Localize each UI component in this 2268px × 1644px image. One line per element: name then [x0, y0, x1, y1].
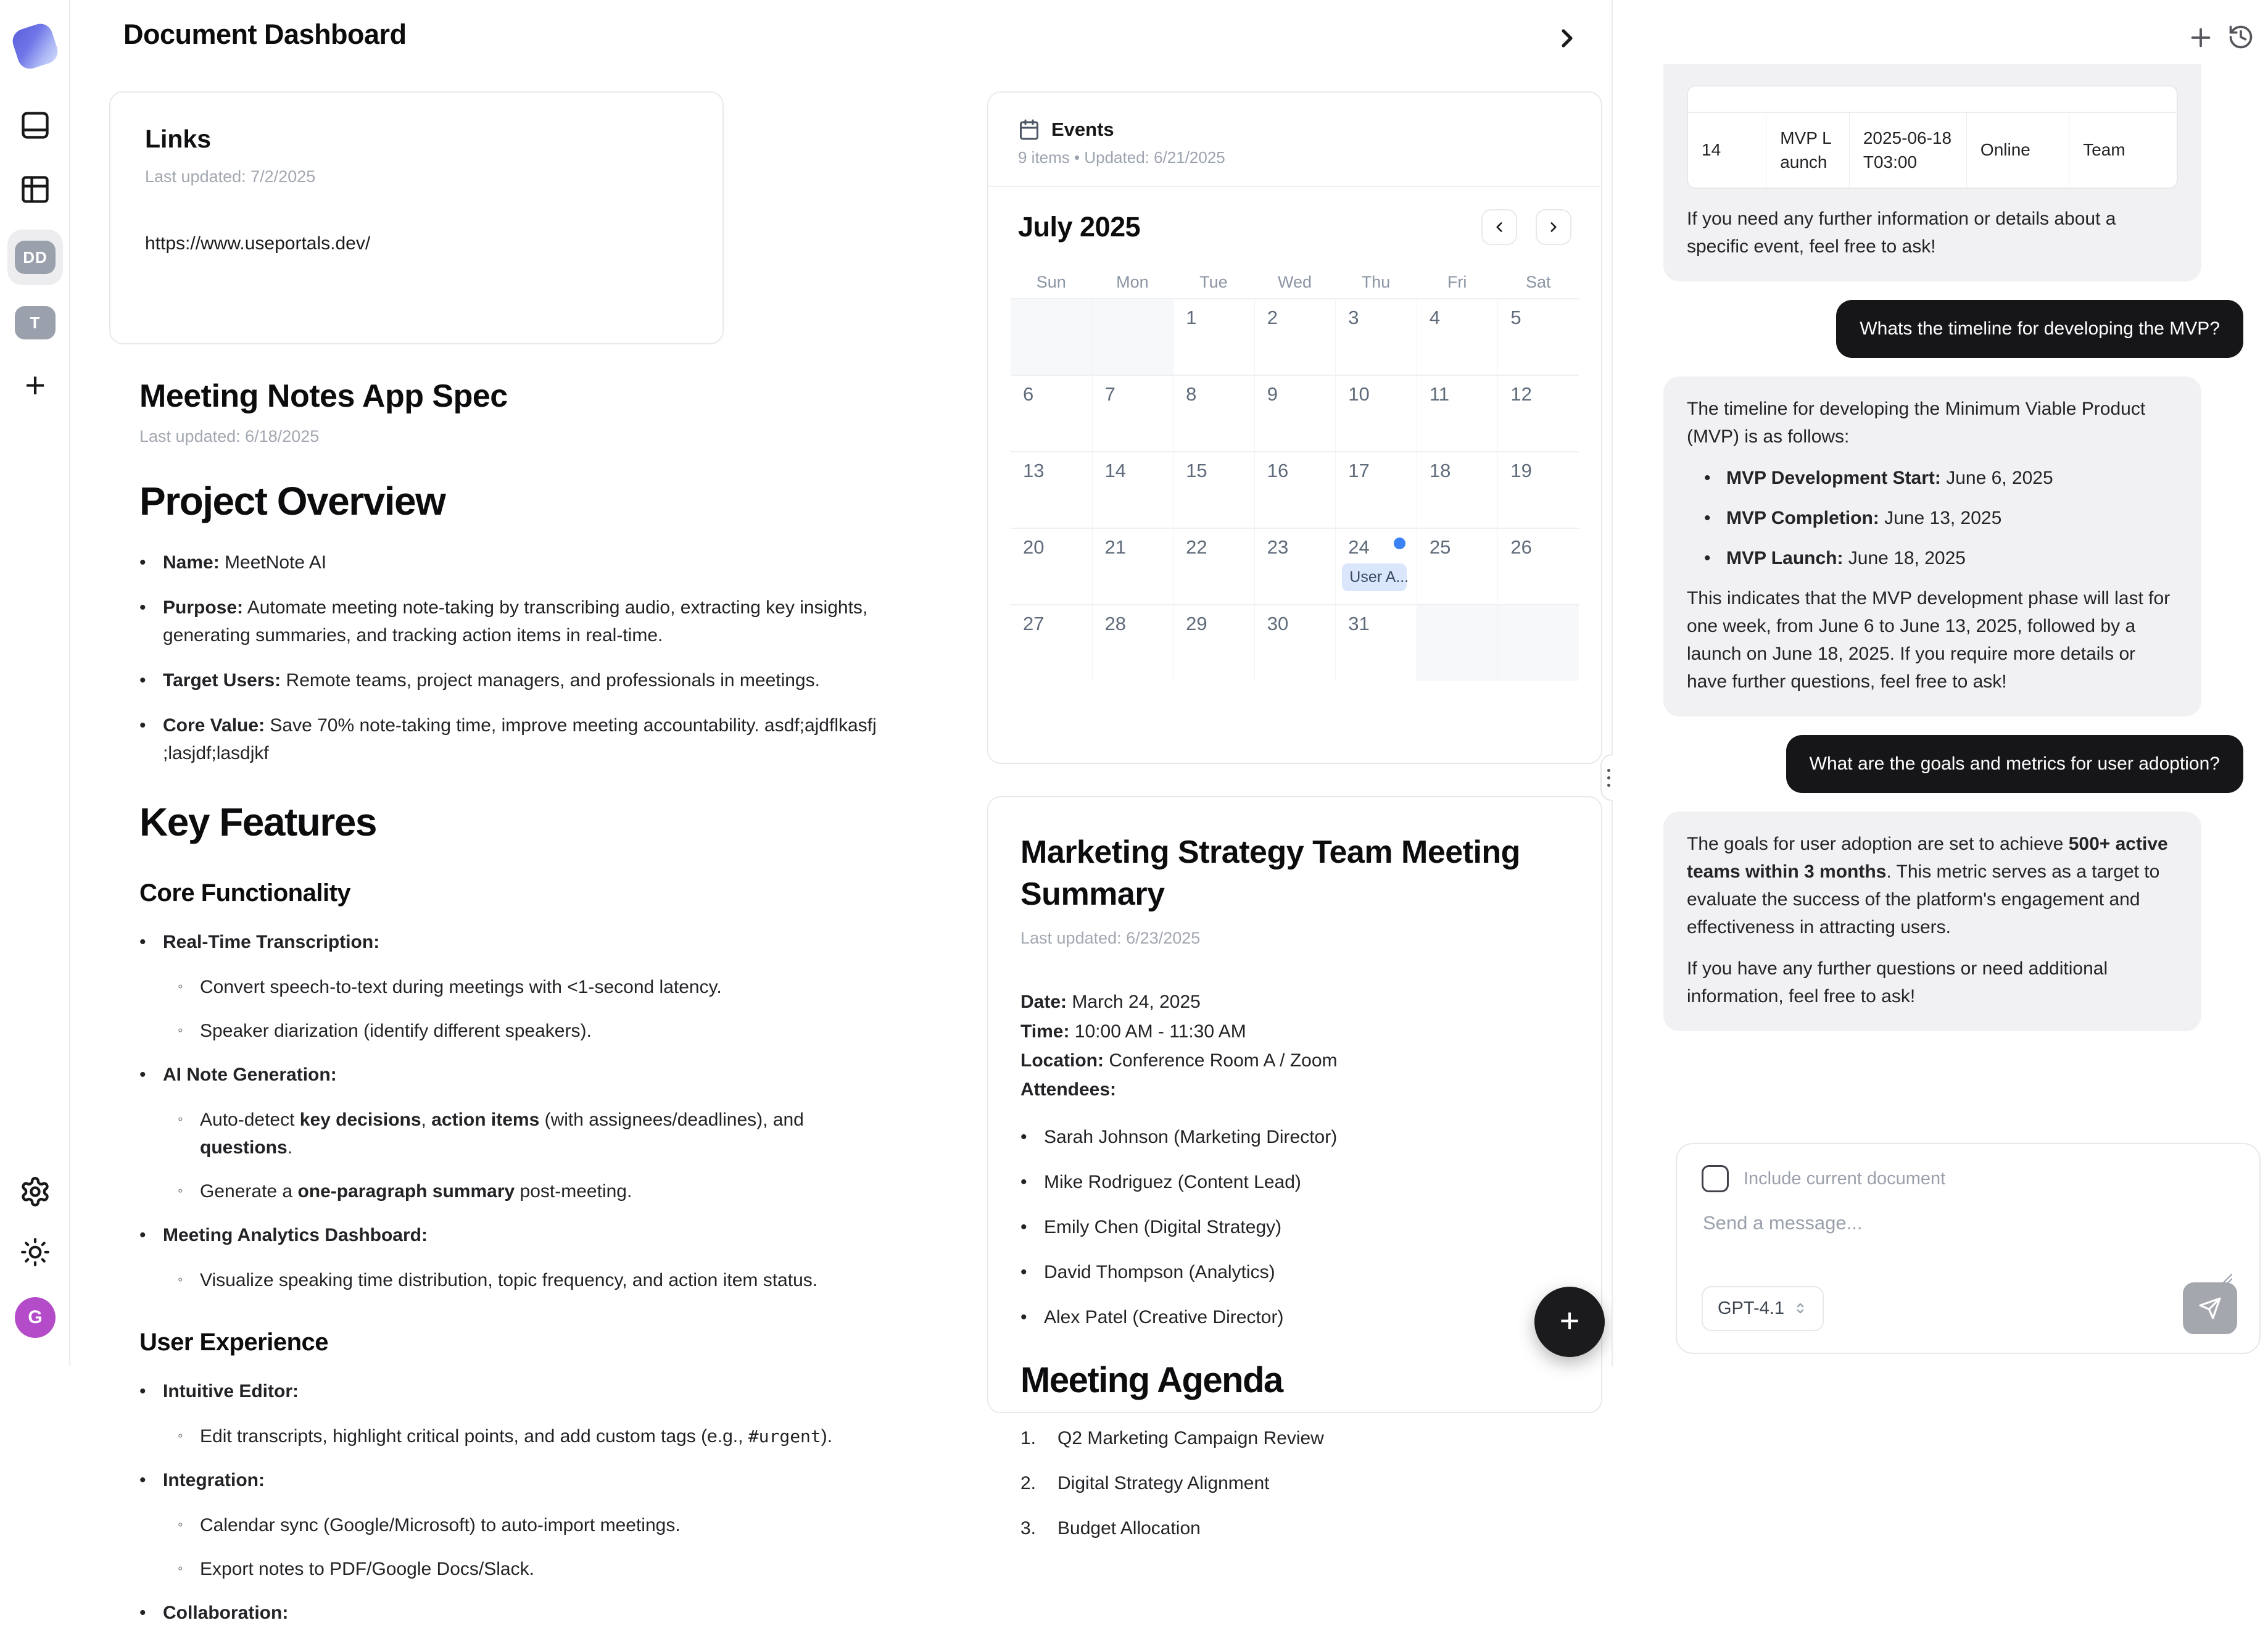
plus-icon: + — [25, 365, 46, 405]
calendar-weekday-header — [1011, 266, 1579, 298]
ux-feature-list — [139, 1377, 897, 1627]
calendar-grid — [1011, 298, 1579, 681]
calendar-day-number: 16 — [1267, 460, 1289, 481]
doc-subbullet-text: Generate a one-paragraph summary post-meeting. — [200, 1181, 632, 1202]
chat-user-message: What are the goals and metrics for user adoption? — [1786, 735, 2243, 793]
chat-bullet-text: MVP Completion: June 13, 2025 — [1726, 508, 2002, 529]
model-select-value: GPT-4.1 — [1718, 1298, 1784, 1318]
doc-bullet — [139, 549, 897, 576]
calendar-day-cell[interactable] — [1092, 375, 1173, 451]
calendar-day-number: 24 — [1348, 536, 1370, 558]
agenda-number: 1. — [1020, 1427, 1037, 1448]
meeting-meta — [1020, 987, 1569, 1105]
doc-subbullet-text: Speaker diarization (identify different speakers). — [200, 1021, 592, 1041]
calendar-day-cell[interactable] — [1092, 604, 1173, 681]
doc-subbullet-text: Edit transcripts, highlight critical points, and add custom tags (e.g., #urgent). — [200, 1426, 833, 1447]
doc-bullet-text: Purpose: Automate meeting note-taking by transcribing audio, extracting key insights, generating summaries, and tracking action items in real-time. — [163, 597, 868, 646]
chat-paragraph: This indicates that the MVP development phase will last for one week, from June 6 to June 13, 2025, followed by a launch on June 18, 2025. If you require more details or have further questions, feel free to ask! — [1687, 588, 2171, 692]
include-document-label: Include current document — [1744, 1168, 1946, 1189]
calendar-day-cell[interactable] — [1011, 604, 1092, 681]
doc-heading-ux: User Experience — [139, 1329, 329, 1356]
chat-panel — [1613, 0, 2268, 1366]
doc-heading-core: Core Functionality — [139, 879, 351, 907]
calendar-day-cell[interactable] — [1417, 451, 1498, 528]
hollow-bullet-dot: ◦ — [178, 1560, 183, 1577]
events-table-cell: Team — [2069, 112, 2177, 188]
next-month-button[interactable] — [1536, 209, 1571, 245]
calendar-day-cell[interactable] — [1254, 451, 1336, 528]
calendar-day-number: 6 — [1023, 383, 1034, 405]
core-feature-list — [139, 928, 897, 1294]
bullet-dot: • — [1020, 1216, 1027, 1237]
calendar-day-number: 31 — [1348, 613, 1370, 634]
calendar-weekday-label: Mon — [1116, 272, 1149, 291]
events-card-meta: 9 items • Updated: 6/21/2025 — [1018, 148, 1225, 167]
calendar-day-cell[interactable] — [1254, 604, 1336, 681]
events-card-title: Events — [1051, 118, 1114, 140]
doc-feature-text: Integration: — [163, 1470, 265, 1490]
chat-assistant-message — [1663, 376, 2201, 716]
doc-feature-text: Intuitive Editor: — [163, 1381, 299, 1401]
doc-subbullet — [178, 1017, 897, 1045]
calendar-icon — [1018, 118, 1040, 141]
calendar-day-cell — [1011, 298, 1092, 375]
bullet-dot: • — [139, 670, 146, 691]
bullet-dot: • — [139, 1065, 146, 1085]
chat-paragraph: The timeline for developing the Minimum Viable Product (MVP) is as follows: — [1687, 399, 2146, 447]
calendar-day-cell[interactable] — [1335, 375, 1417, 451]
sidebar-workspace-t[interactable] — [7, 295, 63, 351]
user-menu-button[interactable] — [7, 1290, 63, 1345]
calendar-day-number: 4 — [1429, 307, 1441, 328]
chat-bullet-text: MVP Launch: June 18, 2025 — [1726, 548, 1966, 569]
chat-composer — [1676, 1143, 2261, 1354]
doc-subbullet — [178, 1266, 897, 1294]
chevron-right-icon — [1546, 219, 1562, 235]
agenda-item-text: Budget Allocation — [1057, 1517, 1201, 1538]
doc-subbullet-text: Export notes to PDF/Google Docs/Slack. — [200, 1559, 534, 1579]
bullet-dot: • — [1704, 508, 1711, 529]
calendar-day-number: 30 — [1267, 613, 1289, 634]
doc-heading-features: Key Features — [139, 800, 376, 844]
calendar-day-number: 29 — [1186, 613, 1207, 634]
attendee-item — [1020, 1213, 1569, 1241]
calendar-day-number: 11 — [1429, 383, 1450, 405]
add-document-fab[interactable] — [1534, 1287, 1605, 1357]
doc-feature-text: Collaboration: — [163, 1603, 289, 1623]
doc-bullet-text: Name: MeetNote AI — [163, 552, 327, 573]
calendar-day-number: 7 — [1104, 383, 1115, 405]
calendar-weekday-label: Wed — [1277, 272, 1312, 291]
attendee-list — [1020, 1123, 1569, 1331]
hollow-bullet-dot: ◦ — [178, 1022, 183, 1039]
chat-paragraph: The goals for user adoption are set to achieve 500+ active teams within 3 months. This metric serves as a target to evaluate the success of the platform's engagement and effectiveness in attracting users. — [1687, 834, 2168, 938]
events-table — [1688, 86, 2177, 188]
hollow-bullet-dot: ◦ — [178, 1182, 183, 1199]
sidebar-item-documents[interactable] — [7, 98, 63, 153]
bullet-dot: • — [139, 1470, 146, 1490]
chevron-right-icon — [1552, 23, 1582, 53]
document-updated: Last updated: 6/18/2025 — [139, 427, 320, 446]
doc-bullet-text: Target Users: Remote teams, project managers, and professionals in meetings. — [163, 670, 820, 691]
doc-subbullet-text: Auto-detect key decisions, action items (with assignees/deadlines), and questions. — [200, 1110, 804, 1158]
calendar-day-cell[interactable] — [1497, 528, 1579, 604]
calendar-day-cell[interactable] — [1497, 298, 1579, 375]
calendar-day-number: 12 — [1510, 383, 1532, 405]
calendar-day-number: 8 — [1186, 383, 1197, 405]
attendee-item-text: Mike Rodriguez (Content Lead) — [1044, 1171, 1301, 1192]
events-table-cell: Online — [1966, 112, 2069, 188]
doc-feature — [139, 1377, 897, 1405]
bullet-dot: • — [139, 552, 146, 573]
chat-bullet — [1704, 504, 2178, 532]
calendar-day-number: 27 — [1023, 613, 1045, 634]
include-document-checkbox[interactable] — [1702, 1165, 1729, 1192]
calendar-day-cell[interactable] — [1011, 451, 1092, 528]
hollow-bullet-dot: ◦ — [178, 1111, 183, 1127]
calendar-weekday-label: Fri — [1447, 272, 1467, 291]
doc-feature — [139, 1466, 897, 1494]
calendar-day-number: 25 — [1429, 536, 1451, 558]
calendar-day-cell[interactable] — [1335, 528, 1417, 604]
bullet-dot: • — [1704, 548, 1711, 569]
bullet-dot: • — [1020, 1171, 1027, 1192]
avatar: G — [15, 1297, 56, 1338]
attendee-item — [1020, 1123, 1569, 1151]
sidebar-workspace-dd[interactable] — [7, 230, 63, 285]
meeting-meta-line: Date: March 24, 2025 — [1020, 992, 1201, 1013]
events-table-cell: 2025-06-18T03:00 — [1849, 112, 1966, 188]
calendar-day-cell[interactable] — [1497, 375, 1579, 451]
events-table-card — [1687, 85, 2178, 189]
chat-history-button[interactable] — [2227, 23, 2254, 51]
chat-toolbar — [1613, 0, 2268, 64]
doc-subbullet — [178, 1555, 897, 1583]
sidebar-item-dashboards[interactable] — [7, 162, 63, 217]
bullet-dot: • — [1020, 1126, 1027, 1147]
chat-bullet-text: MVP Development Start: June 6, 2025 — [1726, 468, 2053, 489]
calendar-day-number: 13 — [1023, 460, 1045, 481]
attendee-item-text: Sarah Johnson (Marketing Director) — [1044, 1126, 1338, 1147]
attendee-item — [1020, 1258, 1569, 1286]
hollow-bullet-dot: ◦ — [178, 978, 183, 995]
bullet-dot: • — [1704, 468, 1711, 489]
links-card — [109, 91, 724, 344]
calendar-day-cell[interactable] — [1335, 298, 1417, 375]
calendar-day-cell[interactable] — [1497, 451, 1579, 528]
doc-feature — [139, 1061, 897, 1089]
calendar-day-number: 2 — [1267, 307, 1278, 328]
calendar-day-number: 23 — [1267, 536, 1289, 558]
calendar-day-cell — [1417, 604, 1498, 681]
doc-bullet — [139, 666, 897, 694]
attendee-item-text: Emily Chen (Digital Strategy) — [1044, 1216, 1282, 1237]
calendar-day-cell[interactable] — [1173, 528, 1254, 604]
chat-assistant-message — [1663, 812, 2201, 1031]
attendee-item-text: Alex Patel (Creative Director) — [1044, 1306, 1284, 1327]
calendar-day-number: 22 — [1186, 536, 1207, 558]
bullet-dot: • — [1020, 1261, 1027, 1282]
links-card-title: Links — [145, 125, 212, 153]
chat-bullet — [1704, 464, 2178, 492]
workspace-badge: DD — [15, 241, 56, 274]
meeting-summary-card — [987, 796, 1602, 1538]
bullet-dot: • — [139, 1381, 146, 1401]
calendar-day-number: 20 — [1023, 536, 1045, 558]
doc-feature-text: Real-Time Transcription: — [163, 932, 380, 952]
page-title: Document Dashboard — [123, 19, 407, 50]
doc-subbullet-text: Visualize speaking time distribution, topic frequency, and action item status. — [200, 1270, 818, 1290]
meeting-meta-line: Attendees: — [1020, 1079, 1117, 1100]
doc-heading-overview: Project Overview — [139, 479, 445, 523]
calendar-day-number: 28 — [1104, 613, 1127, 634]
calendar-day-cell[interactable] — [1092, 451, 1173, 528]
calendar-day-cell[interactable] — [1254, 375, 1336, 451]
add-workspace-button[interactable] — [7, 358, 63, 413]
bullet-dot: • — [1020, 1306, 1027, 1327]
calendar-day-cell[interactable] — [1254, 528, 1336, 604]
calendar-day-cell[interactable] — [1335, 451, 1417, 528]
calendar-weekday-label: Tue — [1199, 272, 1228, 291]
plus-icon — [2187, 23, 2215, 52]
calendar-day-cell[interactable] — [1173, 451, 1254, 528]
calendar-day-cell[interactable] — [1417, 375, 1498, 451]
calendar-day-cell[interactable] — [1417, 528, 1498, 604]
doc-subbullet-text: Calendar sync (Google/Microsoft) to auto-import meetings. — [200, 1515, 681, 1535]
calendar-day-cell[interactable] — [1173, 375, 1254, 451]
calendar-day-cell — [1497, 604, 1579, 681]
bullet-dot: • — [139, 597, 146, 618]
event-dot-icon — [1394, 538, 1405, 549]
book-icon — [19, 109, 51, 141]
calendar-day-number: 5 — [1510, 307, 1521, 328]
attendee-item — [1020, 1168, 1569, 1196]
calendar-weekday-label: Sat — [1525, 272, 1551, 291]
bullet-dot: • — [139, 1603, 146, 1623]
doc-bullet — [139, 712, 897, 767]
gear-icon — [19, 1176, 51, 1208]
bullet-dot: • — [139, 715, 146, 736]
doc-subbullet — [178, 1422, 897, 1450]
agenda-heading: Meeting Agenda — [1020, 1360, 1283, 1400]
calendar-day-number: 19 — [1510, 460, 1532, 481]
calendar-day-cell[interactable] — [1173, 604, 1254, 681]
doc-feature — [139, 928, 897, 956]
send-icon — [2198, 1297, 2222, 1320]
agenda-item — [1020, 1424, 1569, 1452]
events-table-cell: MVP Launch — [1766, 112, 1850, 188]
calendar-day-number: 17 — [1348, 460, 1370, 481]
doc-bullet-text: Core Value: Save 70% note-taking time, improve meeting accountability. asdf;ajdflkasfj ;lasjdf;lasdjkf — [163, 715, 877, 763]
meeting-updated: Last updated: 6/23/2025 — [1020, 929, 1201, 948]
calendar-day-cell[interactable] — [1092, 528, 1173, 604]
agenda-item-text: Q2 Marketing Campaign Review — [1057, 1427, 1324, 1448]
table-layout-icon — [19, 173, 51, 206]
sun-icon — [20, 1237, 51, 1268]
send-button[interactable] — [2183, 1282, 2237, 1334]
doc-subbullet — [178, 973, 897, 1001]
calendar-day-cell[interactable] — [1173, 298, 1254, 375]
history-icon — [2227, 23, 2254, 51]
agenda-number: 2. — [1020, 1472, 1037, 1493]
calendar-day-cell[interactable] — [1011, 528, 1092, 604]
model-select[interactable] — [1702, 1286, 1824, 1331]
agenda-item — [1020, 1469, 1569, 1497]
meeting-meta-line: Time: 10:00 AM - 11:30 AM — [1020, 1021, 1246, 1042]
calendar-day-number: 3 — [1348, 307, 1359, 328]
links-card-updated: Last updated: 7/2/2025 — [145, 167, 316, 186]
doc-subbullet — [178, 1106, 897, 1161]
calendar-day-number: 1 — [1186, 307, 1197, 328]
calendar-day-cell[interactable] — [1335, 604, 1417, 681]
plus-icon: + — [1559, 1301, 1580, 1340]
calendar-day-number: 21 — [1104, 536, 1127, 558]
chat-paragraph: If you have any further questions or need additional information, feel free to ask! — [1687, 958, 2108, 1007]
prev-month-button[interactable] — [1481, 209, 1517, 245]
hollow-bullet-dot: ◦ — [178, 1516, 183, 1533]
new-chat-button[interactable] — [2187, 23, 2215, 52]
calendar-day-number: 15 — [1186, 460, 1207, 481]
calendar-day-cell — [1092, 298, 1173, 375]
doc-feature-text: Meeting Analytics Dashboard: — [163, 1225, 428, 1245]
chat-bullet — [1704, 544, 2178, 572]
calendar-weekday-label: Sun — [1036, 272, 1066, 291]
meeting-title: Marketing Strategy Team Meeting Summary — [1020, 834, 1520, 912]
document-title: Meeting Notes App Spec — [139, 378, 508, 414]
bullet-dot: • — [139, 932, 146, 952]
calendar-event-badge[interactable]: User A... — [1342, 563, 1407, 591]
link-item[interactable]: https://www.useportals.dev/ — [145, 233, 371, 254]
calendar-day-cell[interactable] — [1254, 298, 1336, 375]
agenda-number: 3. — [1020, 1517, 1037, 1538]
agenda-list — [1020, 1424, 1569, 1542]
events-card-header — [988, 93, 1601, 187]
calendar-weekday-label: Thu — [1361, 272, 1391, 291]
doc-feature — [139, 1221, 897, 1249]
theme-toggle-button[interactable] — [7, 1224, 63, 1280]
calendar-month-label: July 2025 — [1018, 211, 1141, 243]
doc-feature — [139, 1599, 897, 1627]
hollow-bullet-dot: ◦ — [178, 1271, 183, 1288]
hollow-bullet-dot: ◦ — [178, 1427, 183, 1444]
doc-subbullet — [178, 1177, 897, 1205]
calendar-day-number: 26 — [1510, 536, 1532, 558]
sidebar — [0, 0, 70, 1366]
chevron-left-icon — [1491, 219, 1507, 235]
settings-button[interactable] — [7, 1164, 63, 1219]
calendar-day-cell[interactable] — [1011, 375, 1092, 451]
doc-bullet — [139, 594, 897, 649]
workspace-badge: T — [15, 306, 56, 339]
chat-paragraph: If you need any further information or details about a specific event, feel free to ask! — [1687, 209, 2116, 257]
bullet-dot: • — [139, 1225, 146, 1245]
doc-subbullet-text: Convert speech-to-text during meetings with <1-second latency. — [200, 977, 722, 997]
calendar-day-number: 10 — [1348, 383, 1370, 405]
agenda-item-text: Digital Strategy Alignment — [1057, 1472, 1270, 1493]
chat-user-message: Whats the timeline for developing the MVP? — [1836, 300, 2243, 358]
chat-assistant-message — [1663, 64, 2201, 281]
meeting-meta-line: Location: Conference Room A / Zoom — [1020, 1050, 1338, 1071]
overview-bullet-list — [139, 549, 897, 767]
events-table-cell: 14 — [1688, 112, 1766, 188]
calendar-day-cell[interactable] — [1417, 298, 1498, 375]
document-body — [139, 378, 897, 1644]
events-card — [987, 91, 1602, 764]
agenda-item — [1020, 1514, 1569, 1542]
calendar-day-number: 18 — [1429, 460, 1451, 481]
calendar-day-number: 14 — [1104, 460, 1127, 481]
chat-message-list — [1663, 64, 2243, 1050]
doc-feature-text: AI Note Generation: — [163, 1065, 337, 1085]
chevron-up-down-icon — [1793, 1301, 1808, 1316]
message-input[interactable] — [1702, 1211, 2235, 1279]
collapse-panel-button[interactable] — [1552, 23, 1582, 53]
app-logo-icon[interactable] — [9, 20, 60, 72]
doc-subbullet — [178, 1511, 897, 1539]
calendar-day-number: 9 — [1267, 383, 1278, 405]
attendee-item-text: David Thompson (Analytics) — [1044, 1261, 1275, 1282]
attendee-item — [1020, 1303, 1569, 1331]
